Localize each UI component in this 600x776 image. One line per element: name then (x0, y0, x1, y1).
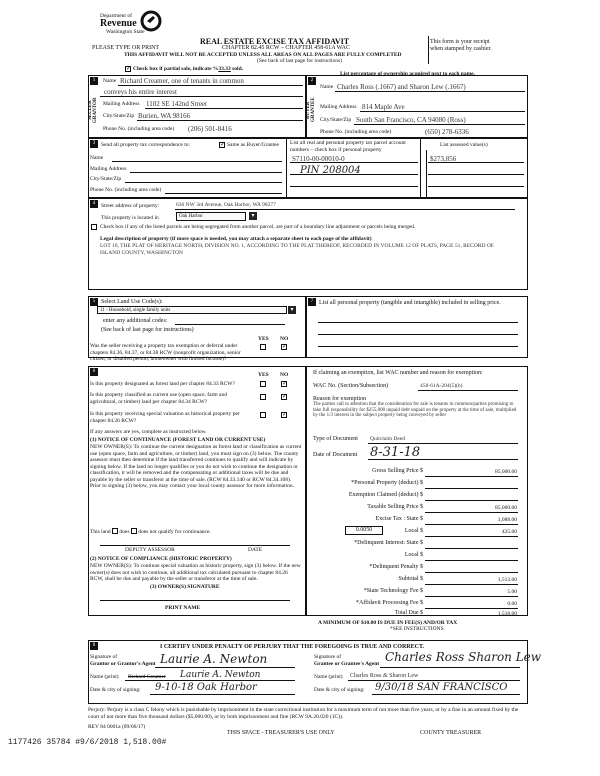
s6-q2-no[interactable]: ✓ (282, 394, 288, 400)
subtotal-label: Subtotal $ (398, 576, 423, 582)
land-use-dropdown-icon[interactable]: ▾ (288, 306, 296, 314)
partial-sale-checkbox[interactable]: ✓ (126, 66, 132, 72)
assessed-header: List assessed value(s) (440, 142, 488, 148)
section-6-number: 6 (90, 368, 98, 376)
tech-fee-label: *State Technology Fee $ (363, 588, 423, 594)
s6-does-checkbox[interactable] (112, 528, 118, 534)
exempt-no-checkbox[interactable]: ✓ (282, 344, 288, 350)
perjury-note: Perjury: Perjury is a class C felony which is punishable by imprisonment in the state correctional institution for a maximum term of not more than five years, or by a fine in an amount fixed by the court of not more than five thousand dollars ($5,000.00), or by both imprisonment and fine (RCW 9A.20.020 (1C)). (88, 707, 519, 720)
s6-q1-yes[interactable] (260, 381, 266, 387)
exempt-yes-checkbox[interactable] (260, 344, 266, 350)
gross-value[interactable]: 85,000.00 (495, 469, 517, 475)
gross-label: Gross Selling Price $ (372, 468, 423, 474)
s6-deputy: DEPUTY ASSESSOR (125, 547, 175, 553)
grantee-signature[interactable]: Charles Ross Sharon Lew (385, 650, 542, 664)
buyer-side-label: BUYER GRANTEE (306, 97, 316, 123)
taxable-value[interactable]: 85,000.00 (495, 505, 517, 511)
exempt-claim-label: If claiming an exemption, list WAC number and reason for exemption: (313, 370, 483, 376)
certify-text: I CERTIFY UNDER PENALTY OF PERJURY THAT THE FOREGOING IS TRUE AND CORRECT. (160, 644, 425, 650)
exemption-reason[interactable]: The parties call to attention that the consideration for sale is tenants in common/parties promising to take full responsibility for $255,000 unpaid debt unpaid on the property at the time of sale, multiplied by the 1/3 interest in the subject property being conveyed by seller (313, 402, 517, 419)
local-value[interactable]: 425.00 (501, 529, 517, 535)
personal-label: *Personal Property (deduct) $ (351, 480, 423, 486)
doc-type-label: Type of Document (313, 436, 358, 442)
land-use-no: NO (280, 336, 289, 342)
buyer-mailing-label: Mailing Address (320, 104, 357, 110)
wac-number[interactable]: 458-61A-204(5)(b) (420, 383, 463, 389)
located-label: This property is located in (101, 215, 159, 221)
section-1-number: 1 (90, 77, 98, 85)
land-use-see-back: (See back of last page for instructions) (101, 327, 194, 333)
exemption-label: Exemption Claimed (deduct) $ (348, 492, 423, 498)
s6-q2-yes[interactable] (260, 394, 266, 400)
section-3-number: 3 (90, 140, 98, 148)
s6-print-name: PRINT NAME (165, 605, 201, 611)
buyer-city-label: City/State/Zip (320, 117, 352, 123)
located-dropdown-icon[interactable]: ▾ (249, 212, 257, 220)
s6-does-not-checkbox[interactable] (131, 528, 137, 534)
seller-city-label: City/State/Zip (103, 113, 135, 119)
assessed-value-1[interactable]: $273,856 (430, 155, 457, 163)
s6-q3: Is this property receiving special valuation as historical property per chapter 84.26 RCW? (90, 411, 240, 424)
buyer-city[interactable]: South San Francisco, CA 94080 (Ross) (356, 116, 466, 124)
dept-line3: Washington State (106, 29, 145, 35)
s6-cont-title: (1) NOTICE OF CONTINUANCE (FOREST LAND OR CURRENT USE) (90, 437, 266, 443)
correspondence-label: Send all property tax correspondence to: (101, 142, 191, 148)
legal-label: Legal description of property (if more space is needed, you may attach a separate sheet to each page of the affidavit) (100, 236, 372, 242)
s6-q1-no[interactable]: ✓ (282, 381, 288, 387)
grantor-name-struck: Richard Creamer (128, 674, 166, 680)
corr-name-label: Name (90, 155, 104, 161)
processing-label: *Affidavit Processing Fee $ (355, 600, 423, 606)
s6-this-land: This land does does not qualify for continuance. (90, 529, 211, 535)
street-label: Street address of property: (101, 203, 160, 209)
seller-name-line2[interactable]: conveys his entire interest (104, 88, 177, 96)
grantor-sig-label-2: Grantor or Grantor's Agent (90, 661, 156, 667)
receipt-note-1: This form is your receipt (430, 39, 490, 45)
excise-state-value[interactable]: 1,088.00 (497, 517, 517, 523)
section-8-number: 8 (90, 642, 98, 650)
wac-label: WAC No. (Section/Subsection) (313, 383, 389, 389)
parcel-pin-handwritten: PIN 208004 (300, 165, 361, 176)
grantor-signature[interactable]: Laurie A. Newton (160, 652, 268, 666)
seller-phone[interactable]: (206) 501-8416 (188, 125, 232, 133)
rev-number: REV 84 0001a (09/06/17) (88, 724, 146, 730)
receipt-stamp: 1177426 35784 #9/6/2018 1,518.00# (8, 738, 167, 747)
s6-q1: Is this property designated as forest land per chapter 84.33 RCW? (90, 381, 235, 387)
grantee-sig-label-1: Signature of (314, 654, 342, 660)
warning-line: THIS AFFIDAVIT WILL NOT BE ACCEPTED UNLESS ALL AREAS ON ALL PAGES ARE FULLY COMPLETED (124, 52, 402, 58)
chapter-line: CHAPTER 82.45 RCW – CHAPTER 458-61A WAC (222, 45, 350, 51)
treasurer-space: THIS SPACE - TREASURER'S USE ONLY (227, 730, 335, 736)
s6-yes: YES (258, 372, 269, 378)
subtotal-value[interactable]: 1,513.00 (497, 577, 517, 583)
grantor-name-label: Name (print) (90, 674, 119, 680)
grantee-sig-label-2: Grantee or Grantee's Agent (314, 661, 380, 667)
ownership-note: List percentage of ownership acquired next to each name. (340, 71, 475, 77)
seller-city[interactable]: Burien, WA 98166 (138, 112, 191, 120)
s6-if-yes: If any answers are yes, complete as instructed below. (90, 429, 207, 435)
total-value[interactable]: 1,518.00 (497, 611, 517, 617)
seller-name-line1[interactable]: Richard Creamer, one of tenants in common (120, 77, 244, 85)
local-label: Local $ (404, 528, 423, 534)
same-as-buyer-label: Same as Buyer/Grantee (227, 142, 279, 148)
buyer-mailing[interactable]: 814 Maple Ave (362, 103, 405, 111)
receipt-note-2: when stamped by cashier. (430, 46, 492, 52)
tech-fee-value[interactable]: 5.00 (507, 589, 517, 595)
delinquent-interest-local-label: Local $ (404, 552, 423, 558)
s6-no: NO (280, 372, 289, 378)
seller-name-label: Name (103, 78, 117, 84)
land-use-select[interactable]: 11 - Household, single family units (97, 306, 287, 314)
corr-phone-label: Phone No. (including area code) (90, 187, 162, 193)
seller-side-label: SELLER GRANTOR (88, 97, 98, 123)
see-back: (See back of last page for instructions) (257, 58, 342, 64)
total-label: Total Due $ (394, 610, 423, 616)
parcel-1[interactable]: S7110-00-00010-0 (292, 155, 345, 163)
grantor-name[interactable]: Laurie A. Newton (180, 670, 261, 680)
s6-q3-no[interactable]: ✓ (282, 412, 288, 418)
s6-cont-text: NEW OWNER(S): To continue the current designation as forest land or classification as current use (open space, farm and agriculture, or timber) land, you must sign on (3) below. The county assessor must then determine if the land transferred continues to qualify and will indicate by signing below. If the land no longer qualifies or you do not wish to continue the designation or classification, it will be removed and the compensating or additional taxes will be due and payable by the seller or transferor at the time of sale. (RCW 84.33.140 or RCW 84.34.108). Prior to signing (3) below, you may contact your local county assessor for more information. (90, 444, 302, 489)
exempt-question: Was the seller receiving a property tax exemption or deferral under chapters 84.36, 84.37, or 84.38 RCW (nonprofit organization, senior citizen, or disabled person, homeowner with limited income)? (90, 343, 241, 362)
dept-line1: Department of (100, 13, 132, 19)
doc-date[interactable]: 8-31-18 (370, 445, 421, 460)
doc-date-label: Date of Document (313, 452, 358, 458)
seller-mailing[interactable]: 1102 SE 142nd Street (146, 100, 207, 108)
segregated-note: Check box if any of the listed parcels are being segregated from another parcel, are part of a boundary line adjustment or parcels being merged. (100, 224, 416, 230)
section-5-number: 5 (90, 298, 98, 306)
s6-q2: Is this property classified as current use (open space, farm and agricultural, or timber) land per chapter 84.34 RCW? (90, 392, 227, 405)
land-use-label: Select Land Use Code(s): (101, 299, 163, 305)
seller-mailing-label: Mailing Address (103, 101, 140, 107)
legal-description[interactable]: LOT 10, THE PLAT OF HERITAGE NORTH, DIVISION NO. 1, ACCORDING TO THE PLAT THEREOF, RECORDED IN VOLUME 12 OF PLATS, PAGE 51, RECORD OF ISLAND COUNTY, WASHINGTON (100, 243, 494, 256)
dept-line2: Revenue (100, 18, 137, 29)
grantee-date[interactable]: 9/30/18 SAN FRANCISCO (375, 682, 508, 693)
see-instructions: *SEE INSTRUCTIONS (390, 626, 444, 632)
print-note: PLEASE TYPE OR PRINT (92, 45, 160, 51)
additional-codes-label: enter any additional codes: (103, 318, 168, 324)
grantor-date-label: Date & city of signing: (90, 687, 141, 693)
land-use-yes: YES (258, 336, 269, 342)
local-rate[interactable]: 0.0050 (345, 526, 383, 535)
s6-compliance-title: (2) NOTICE OF COMPLIANCE (HISTORIC PROPERTY) (90, 556, 232, 562)
delinquent-penalty-label: *Delinquent Penalty $ (369, 564, 423, 570)
grantor-date[interactable]: 9-10-18 Oak Harbor (155, 682, 257, 693)
s6-q3-yes[interactable] (260, 412, 266, 418)
buyer-name[interactable]: Charles Ross (.1667) and Sharon Lew (.1667) (337, 83, 466, 91)
corr-city-label: City/State/Zip (90, 176, 122, 182)
s6-date: DATE (248, 547, 263, 553)
section-4-number: 4 (90, 200, 98, 208)
same-as-buyer-checkbox[interactable]: ✓ (220, 142, 226, 148)
s7-label: List all personal property (tangible and intangible) included in selling price. (319, 300, 501, 306)
buyer-phone[interactable]: (650) 278-6336 (425, 128, 469, 136)
minimum-note: A MINIMUM OF $10.00 IS DUE IN FEE(S) AND/OR TAX (318, 620, 458, 626)
s6-compliance-text: NEW OWNER(S): To continue special valuation as historic property, sign (3) below. If the new owner(s) does not wish to continue, all additional tax calculated pursuant to chapter 84.26 RCW, shall be due and payable by the seller or transferor at the time of sale. (90, 563, 301, 582)
corr-mailing-label: Mailing Address (90, 166, 127, 172)
processing-value[interactable]: 0.00 (507, 601, 517, 607)
parcels-header: List all real and personal property tax parcel account numbers – check box if personal property (290, 140, 406, 153)
form-title: REAL ESTATE EXCISE TAX AFFIDAVIT (200, 37, 350, 46)
buyer-phone-label: Phone No. (including area code) (320, 129, 392, 135)
section-2-number: 2 (308, 77, 316, 85)
s6-owner-sig: (3) OWNER(S) SIGNATURE (150, 584, 220, 590)
grantor-sig-label-1: Signature of (90, 654, 118, 660)
delinquent-interest-label: *Delinquent Interest: State $ (354, 540, 423, 546)
grantee-name-label: Name (print) (314, 674, 343, 680)
section-7-number: 7 (308, 298, 316, 306)
partial-sale-label: Check box if partial sale, indicate %33.33 sold. (133, 66, 244, 72)
excise-state-label: Excise Tax : State $ (375, 516, 423, 522)
grantee-name[interactable]: Charles Ross & Sharon Lew (350, 673, 419, 679)
segregated-checkbox[interactable] (91, 224, 97, 230)
street-address[interactable]: 636 NW 3rd Avenue, Oak Harbor, WA 98277 (176, 202, 276, 208)
doc-type[interactable]: Quitclaim Deed (370, 436, 405, 442)
seller-phone-label: Phone No. (including area code) (103, 126, 175, 132)
grantee-date-label: Date & city of signing: (314, 687, 365, 693)
taxable-label: Taxable Selling Price $ (367, 504, 423, 510)
located-select[interactable]: Oak Harbor (176, 212, 246, 221)
county-treasurer: COUNTY TREASURER (420, 730, 482, 736)
buyer-name-label: Name (320, 84, 334, 90)
reason-label: Reason for exemption (313, 396, 366, 402)
